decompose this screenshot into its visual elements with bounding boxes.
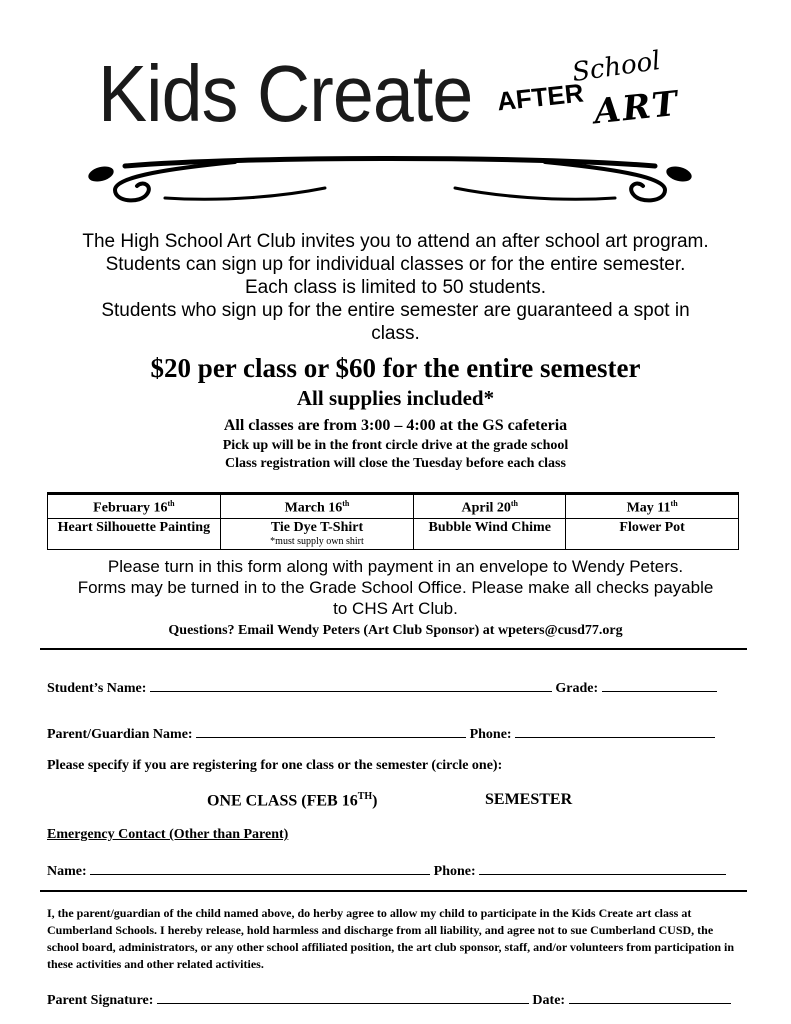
emergency-contact-row <box>47 861 726 880</box>
student-name-label: Student’s Name: <box>47 681 147 696</box>
section-divider <box>40 648 747 650</box>
table-cell-project: Bubble Wind Chime <box>414 518 566 549</box>
logo-badge-school: School <box>570 45 663 89</box>
class-schedule-table <box>47 492 739 550</box>
shirt-note: *must supply own shirt <box>270 535 364 547</box>
student-name-row <box>47 678 717 697</box>
table-cell-project: Flower Pot <box>566 518 739 549</box>
pickup-info: Pick up will be in the front circle drive at the grade school <box>222 438 569 453</box>
table-cell-date: May 11th <box>566 494 739 519</box>
grade-field[interactable] <box>602 678 717 692</box>
parent-signature-field[interactable] <box>157 990 529 1004</box>
emergency-name-label: Name: <box>47 864 87 879</box>
registration-info: Class registration will close the Tuesday before each class <box>225 456 566 471</box>
date-field[interactable] <box>569 990 731 1004</box>
parent-name-row <box>47 724 715 743</box>
table-cell-date: February 16th <box>48 494 221 519</box>
section-divider <box>40 890 747 892</box>
student-name-field[interactable] <box>150 678 552 692</box>
intro-line: class. <box>371 323 420 344</box>
parent-name-label: Parent/Guardian Name: <box>47 727 193 742</box>
intro-text <box>0 230 791 345</box>
phone-label: Phone: <box>469 727 512 742</box>
table-cell-project: Tie Dye T-Shirt *must supply own shirt <box>220 518 413 549</box>
logo-title: Kids Create <box>98 49 473 138</box>
intro-line: Students can sign up for individual classes or for the entire semester. <box>105 254 686 275</box>
liability-waiver: I, the parent/guardian of the child named above, do herby agree to allow my child to participate in the Kids Create art class at Cumberland Schools. I hereby release, hold harmless and discharge from all liability, and agree not to sue Cumberland CUSD, the school board, administrators, or any other school affiliated position, the art club sponsor, staff, and/or volunteers from participation in these activities and other related activities. <box>47 906 735 971</box>
registration-type-prompt: Please specify if you are registering for one class or the semester (circle one): <box>47 758 503 773</box>
table-cell-date: March 16th <box>220 494 413 519</box>
table-cell-date: April 20th <box>414 494 566 519</box>
questions-contact: Questions? Email Wendy Peters (Art Club Sponsor) at wpeters@cusd77.org <box>168 623 623 638</box>
swirl-flourish-icon <box>85 148 695 210</box>
option-semester[interactable]: SEMESTER <box>485 791 573 808</box>
logo-badge-art: ART <box>592 83 682 133</box>
logo-badge-after: AFTER <box>495 77 585 117</box>
instruction-line: Please turn in this form along with payment in an envelope to Wendy Peters. <box>107 557 684 576</box>
class-time: All classes are from 3:00 – 4:00 at the GS cafeteria <box>223 417 568 434</box>
signature-row <box>47 990 731 1009</box>
table-cell-project: Heart Silhouette Painting <box>48 518 221 549</box>
instruction-line: Forms may be turned in to the Grade School Office. Please make all checks payable <box>77 578 714 597</box>
parent-phone-field[interactable] <box>515 724 715 738</box>
intro-line: Students who sign up for the entire semester are guaranteed a spot in <box>101 300 690 321</box>
table-header-row <box>48 494 739 519</box>
emergency-phone-field[interactable] <box>479 861 726 875</box>
intro-line: Each class is limited to 50 students. <box>245 277 546 298</box>
supplies-heading: All supplies included* <box>296 386 495 410</box>
price-heading: $20 per class or $60 for the entire semester <box>150 353 641 383</box>
submission-instructions <box>0 556 791 619</box>
intro-line: The High School Art Club invites you to attend an after school art program. <box>82 231 709 252</box>
emergency-name-field[interactable] <box>90 861 430 875</box>
instruction-line: to CHS Art Club. <box>333 599 458 618</box>
parent-name-field[interactable] <box>196 724 466 738</box>
option-one-class[interactable]: ONE CLASS (FEB 16TH) <box>207 791 378 810</box>
date-label: Date: <box>532 993 566 1008</box>
parent-signature-label: Parent Signature: <box>47 993 154 1008</box>
table-row <box>48 518 739 549</box>
emergency-phone-label: Phone: <box>433 864 476 879</box>
grade-label: Grade: <box>555 681 599 696</box>
emergency-contact-heading: Emergency Contact (Other than Parent) <box>47 827 289 842</box>
